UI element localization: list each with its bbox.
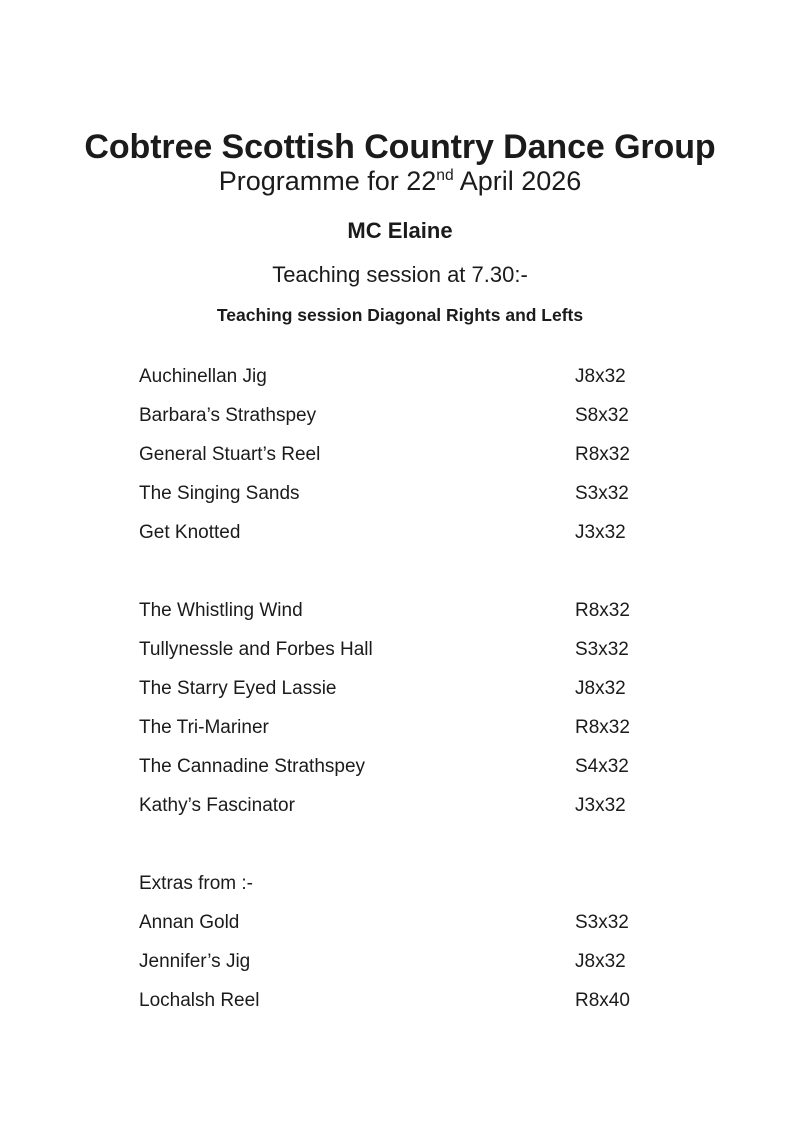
teaching-time-line: Teaching session at 7.30:- xyxy=(272,262,528,287)
extras-label-row xyxy=(0,864,800,903)
extras-label: Extras from :- xyxy=(139,873,254,894)
dance-row xyxy=(0,981,800,1020)
dance-row xyxy=(0,513,800,552)
dance-list xyxy=(0,357,800,1020)
programme-date-ordinal: nd xyxy=(436,167,454,184)
dance-row xyxy=(0,786,800,825)
dance-row xyxy=(0,942,800,981)
dance-name: The Singing Sands xyxy=(139,483,300,504)
dance-row xyxy=(0,396,800,435)
dance-code: S3x32 xyxy=(575,912,629,933)
dance-name: The Tri-Mariner xyxy=(139,717,269,738)
dance-code: R8x32 xyxy=(575,444,630,465)
dance-row xyxy=(0,591,800,630)
dance-block-extras xyxy=(0,864,800,1020)
dance-code: S4x32 xyxy=(575,756,629,777)
dance-code: S3x32 xyxy=(575,483,629,504)
programme-date-prefix: Programme for 22 xyxy=(218,166,437,196)
dance-code: R8x40 xyxy=(575,990,630,1011)
dance-name: The Starry Eyed Lassie xyxy=(139,678,337,699)
mc-line: MC Elaine xyxy=(347,218,453,243)
dance-name: The Whistling Wind xyxy=(139,600,303,621)
dance-name: Auchinellan Jig xyxy=(139,366,267,387)
page-title: Cobtree Scottish Country Dance Group xyxy=(84,127,716,166)
dance-name: Barbara’s Strathspey xyxy=(139,405,317,426)
dance-name: Get Knotted xyxy=(139,522,241,543)
dance-code: S8x32 xyxy=(575,405,629,426)
dance-name: The Cannadine Strathspey xyxy=(139,756,366,777)
dance-row xyxy=(0,357,800,396)
dance-row xyxy=(0,474,800,513)
programme-date-suffix: April 2026 xyxy=(453,166,582,196)
dance-code: J8x32 xyxy=(575,951,626,972)
dance-name: Tullynessle and Forbes Hall xyxy=(139,639,373,660)
dance-name: General Stuart’s Reel xyxy=(139,444,321,465)
dance-name: Lochalsh Reel xyxy=(139,990,260,1011)
dance-row xyxy=(0,669,800,708)
dance-row xyxy=(0,903,800,942)
programme-date-line xyxy=(0,164,800,198)
dance-block-first-half xyxy=(0,357,800,552)
dance-code: J8x32 xyxy=(575,678,626,699)
dance-code: R8x32 xyxy=(575,717,630,738)
dance-code: J3x32 xyxy=(575,795,626,816)
dance-code: S3x32 xyxy=(575,639,629,660)
dance-row xyxy=(0,708,800,747)
dance-code: J8x32 xyxy=(575,366,626,387)
dance-row xyxy=(0,630,800,669)
teaching-topic-line: Teaching session Diagonal Rights and Lefts xyxy=(216,305,584,325)
dance-name: Annan Gold xyxy=(139,912,240,933)
dance-name: Jennifer’s Jig xyxy=(139,951,251,972)
dance-code: J3x32 xyxy=(575,522,626,543)
dance-row xyxy=(0,435,800,474)
dance-block-second-half xyxy=(0,591,800,825)
dance-row xyxy=(0,747,800,786)
dance-name: Kathy’s Fascinator xyxy=(139,795,295,816)
dance-code: R8x32 xyxy=(575,600,630,621)
